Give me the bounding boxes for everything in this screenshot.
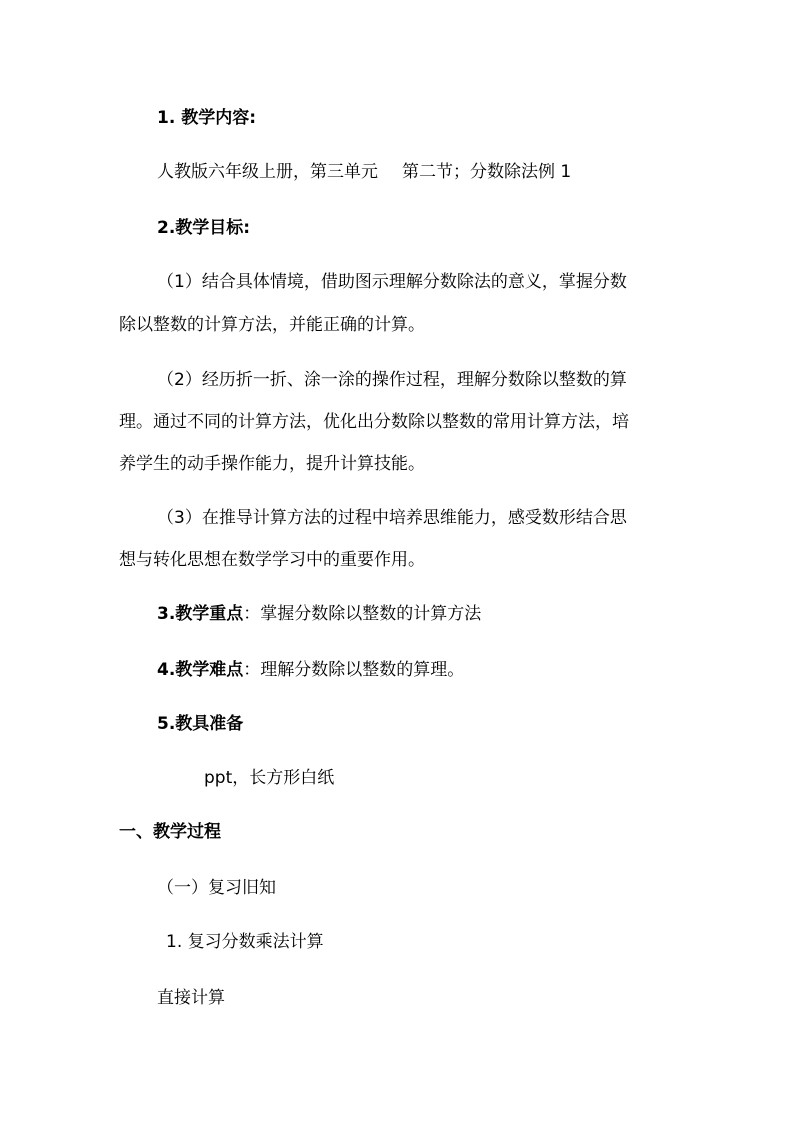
goal3-line1: （3）在推导计算方法的过程中培养思维能力，感受数形结合思 bbox=[157, 508, 627, 528]
goal2-line3: 养学生的动手操作能力，提升计算技能。 bbox=[119, 454, 425, 474]
section3-key-point bbox=[157, 606, 481, 623]
section3-label: 3.教学重点 bbox=[157, 604, 244, 624]
goal2-line2: 理。通过不同的计算方法，优化出分数除以整数的常用计算方法，培 bbox=[119, 412, 629, 432]
goal2-line1: （2）经历折一折、涂一涂的操作过程，理解分数除以整数的算 bbox=[157, 370, 627, 390]
section1-heading: 1. 教学内容: bbox=[157, 108, 257, 128]
section1-text-part2: 第二节；分数除法例 1 bbox=[402, 162, 572, 182]
goal1-line1: （1）结合具体情境，借助图示理解分数除法的意义，掌握分数 bbox=[157, 272, 627, 292]
section1-text-part1: 人教版六年级上册，第三单元 bbox=[157, 162, 378, 182]
section4-text: 理解分数除以整数的算理。 bbox=[260, 660, 465, 680]
section5-materials: ppt，长方形白纸 bbox=[204, 768, 335, 788]
section3-text: 掌握分数除以整数的计算方法 bbox=[260, 604, 482, 624]
section1-text bbox=[157, 164, 571, 181]
goal3-line2: 想与转化思想在数学学习中的重要作用。 bbox=[119, 550, 425, 570]
process-heading: 一、教学过程 bbox=[119, 822, 221, 842]
process-item-1: 1. 复习分数乘法计算 bbox=[166, 932, 324, 952]
section4-label: 4.教学难点 bbox=[157, 660, 244, 680]
section2-heading: 2.教学目标: bbox=[157, 218, 251, 238]
section3-colon: ： bbox=[243, 604, 261, 624]
section4-difficulty bbox=[157, 662, 464, 679]
goal1-line2: 除以整数的计算方法，并能正确的计算。 bbox=[119, 315, 425, 335]
process-subheading: （一）复习旧知 bbox=[157, 878, 276, 898]
section5-heading: 5.教具准备 bbox=[157, 714, 244, 734]
section4-colon: ： bbox=[243, 660, 261, 680]
process-direct-calc: 直接计算 bbox=[157, 988, 225, 1008]
